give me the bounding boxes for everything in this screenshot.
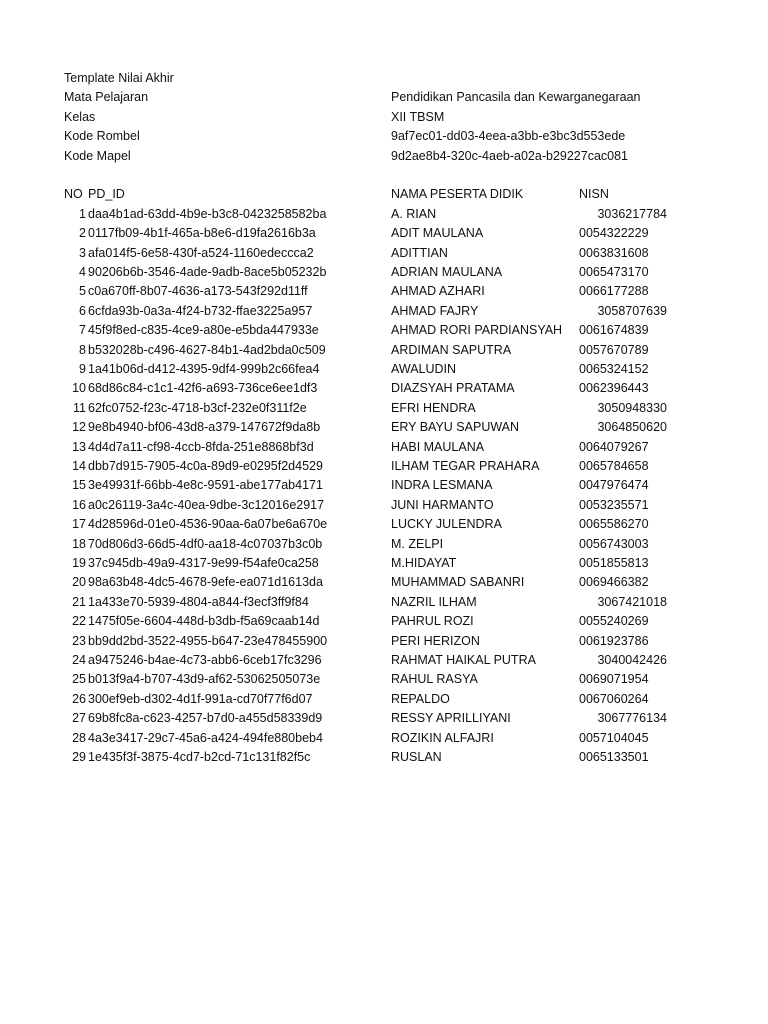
row-pd-id: daa4b1ad-63dd-4b9e-b3c8-0423258582ba bbox=[88, 206, 327, 221]
row-nama: ROZIKIN ALFAJRI bbox=[391, 730, 494, 745]
row-nisn: 0067060264 bbox=[579, 691, 649, 706]
row-nisn: 0061674839 bbox=[579, 323, 649, 338]
row-no: 5 bbox=[79, 284, 86, 299]
row-pd-id: b013f9a4-b707-43d9-af62-53062505073e bbox=[88, 672, 321, 687]
row-nama: RAHUL RASYA bbox=[391, 672, 478, 687]
table-row bbox=[0, 515, 768, 534]
row-pd-id: 1a41b06d-d412-4395-9df4-999b2c66fea4 bbox=[88, 362, 320, 376]
row-nama: LUCKY JULENDRA bbox=[391, 517, 502, 532]
row-nama: RAHMAT HAIKAL PUTRA bbox=[391, 653, 536, 667]
table-row bbox=[0, 379, 768, 398]
table-row bbox=[0, 263, 768, 282]
row-nisn: 3064850620 bbox=[597, 420, 667, 435]
row-nisn: 0047976474 bbox=[579, 478, 649, 493]
row-no: 6 bbox=[79, 303, 86, 318]
table-row bbox=[0, 476, 768, 495]
row-no: 4 bbox=[79, 265, 86, 279]
row-nisn: 0065784658 bbox=[579, 459, 649, 473]
row-nisn: 0055240269 bbox=[579, 614, 649, 629]
kodemapel-value: 9d2ae8b4-320c-4aeb-a02a-b29227cac081 bbox=[391, 148, 629, 163]
row-pd-id: 70d806d3-66d5-4df0-aa18-4c07037b3c0b bbox=[88, 536, 323, 551]
row-no: 19 bbox=[72, 556, 86, 570]
table-row bbox=[0, 224, 768, 243]
row-no: 13 bbox=[72, 439, 86, 454]
row-nisn: 0063831608 bbox=[579, 245, 649, 260]
row-pd-id: 300ef9eb-d302-4d1f-991a-cd70f77f6d07 bbox=[88, 691, 313, 706]
table-row bbox=[0, 651, 768, 670]
row-no: 25 bbox=[72, 672, 86, 687]
row-pd-id: b532028b-c496-4627-84b1-4ad2bda0c509 bbox=[88, 342, 326, 357]
mapel-label: Mata Pelajaran bbox=[64, 90, 149, 105]
rombel-value: 9af7ec01-dd03-4eea-a3bb-e3bc3d553ede bbox=[391, 129, 626, 144]
row-no: 21 bbox=[72, 594, 86, 609]
row-no: 16 bbox=[72, 497, 86, 512]
row-pd-id: dbb7d915-7905-4c0a-89d9-e0295f2d4529 bbox=[88, 459, 323, 473]
header-nisn: NISN bbox=[579, 187, 609, 202]
row-pd-id: 1e435f3f-3875-4cd7-b2cd-71c131f82f5c bbox=[88, 750, 311, 764]
row-nisn: 3067776134 bbox=[597, 711, 667, 726]
row-pd-id: afa014f5-6e58-430f-a524-1160edeccca2 bbox=[88, 245, 314, 260]
row-nama: PERI HERIZON bbox=[391, 633, 480, 648]
row-pd-id: c0a670ff-8b07-4636-a173-543f292d11ff bbox=[88, 284, 308, 299]
row-no: 29 bbox=[72, 750, 86, 764]
row-no: 24 bbox=[72, 653, 86, 667]
row-pd-id: 1475f05e-6604-448d-b3db-f5a69caab14d bbox=[88, 614, 320, 629]
kodemapel-label: Kode Mapel bbox=[64, 148, 131, 163]
row-nama: JUNI HARMANTO bbox=[391, 497, 494, 512]
row-nama: NAZRIL ILHAM bbox=[391, 594, 477, 609]
header-nama: NAMA PESERTA DIDIK bbox=[391, 187, 524, 202]
table-row bbox=[0, 205, 768, 224]
row-nama: INDRA LESMANA bbox=[391, 478, 493, 493]
row-pd-id: 0117fb09-4b1f-465a-b8e6-d19fa2616b3a bbox=[88, 226, 316, 241]
row-pd-id: 90206b6b-3546-4ade-9adb-8ace5b05232b bbox=[88, 265, 327, 279]
row-pd-id: 37c945db-49a9-4317-9e99-f54afe0ca258 bbox=[88, 556, 319, 570]
table-row bbox=[0, 573, 768, 592]
row-pd-id: bb9dd2bd-3522-4955-b647-23e478455900 bbox=[88, 633, 328, 648]
row-pd-id: 4a3e3417-29c7-45a6-a424-494fe880beb4 bbox=[88, 730, 323, 745]
row-no: 15 bbox=[72, 478, 86, 493]
row-pd-id: 6cfda93b-0a3a-4f24-b732-ffae3225a957 bbox=[88, 303, 313, 318]
row-nama: EFRI HENDRA bbox=[391, 400, 476, 415]
table-row bbox=[0, 729, 768, 748]
row-nisn: 3067421018 bbox=[597, 594, 667, 609]
table-row bbox=[0, 457, 768, 476]
row-nisn: 0066177288 bbox=[579, 284, 649, 299]
row-no: 11 bbox=[73, 400, 86, 415]
row-nama: ARDIMAN SAPUTRA bbox=[391, 342, 512, 357]
table-row bbox=[0, 535, 768, 554]
row-no: 28 bbox=[72, 730, 86, 745]
table-row bbox=[0, 593, 768, 612]
table-row bbox=[0, 341, 768, 360]
row-no: 2 bbox=[79, 226, 86, 241]
table-row bbox=[0, 418, 768, 437]
row-nisn: 0065586270 bbox=[579, 517, 649, 532]
row-nama: MUHAMMAD SABANRI bbox=[391, 575, 525, 590]
table-row bbox=[0, 282, 768, 301]
row-pd-id: 4d28596d-01e0-4536-90aa-6a07be6a670e bbox=[88, 517, 328, 532]
meta-row-mapel bbox=[0, 88, 768, 107]
table-row bbox=[0, 438, 768, 457]
row-nama: ADITTIAN bbox=[391, 245, 448, 260]
table-row bbox=[0, 302, 768, 321]
row-no: 3 bbox=[79, 245, 86, 260]
row-nisn: 0069071954 bbox=[579, 672, 649, 687]
header-no: NO bbox=[64, 187, 83, 202]
row-nisn: 0065133501 bbox=[579, 750, 649, 764]
row-nama: AHMAD AZHARI bbox=[391, 284, 485, 299]
header-pd-id: PD_ID bbox=[88, 187, 125, 202]
row-nisn: 0064079267 bbox=[579, 439, 649, 454]
row-pd-id: 4d4d7a11-cf98-4ccb-8fda-251e8868bf3d bbox=[88, 439, 314, 454]
row-nisn: 0057670789 bbox=[579, 342, 649, 357]
table-header bbox=[0, 185, 768, 204]
row-nisn: 0065473170 bbox=[579, 265, 649, 279]
row-nisn: 0056743003 bbox=[579, 536, 649, 551]
row-nama: A. RIAN bbox=[391, 206, 437, 221]
row-pd-id: 45f9f8ed-c835-4ce9-a80e-e5bda447933e bbox=[88, 323, 319, 338]
row-pd-id: 3e49931f-66bb-4e8c-9591-abe177ab4171 bbox=[88, 478, 323, 493]
row-no: 27 bbox=[72, 711, 86, 726]
row-no: 12 bbox=[72, 420, 86, 435]
row-no: 1 bbox=[79, 206, 86, 221]
row-nama: DIAZSYAH PRATAMA bbox=[391, 381, 515, 396]
doc-title: Template Nilai Akhir bbox=[64, 71, 174, 85]
row-nisn: 0069466382 bbox=[579, 575, 649, 590]
row-nama: M.HIDAYAT bbox=[391, 556, 457, 570]
row-no: 7 bbox=[79, 323, 86, 338]
row-nisn: 0057104045 bbox=[579, 730, 649, 745]
row-nama: RUSLAN bbox=[391, 750, 442, 764]
row-nisn: 3036217784 bbox=[597, 206, 667, 221]
table-row bbox=[0, 632, 768, 651]
meta-row-rombel bbox=[0, 127, 768, 146]
row-nisn: 0051855813 bbox=[579, 556, 649, 570]
row-nisn: 3040042426 bbox=[597, 653, 667, 667]
row-nama: ERY BAYU SAPUWAN bbox=[391, 420, 520, 435]
row-nama: M. ZELPI bbox=[391, 536, 444, 551]
row-nama: PAHRUL ROZI bbox=[391, 614, 474, 629]
row-no: 10 bbox=[72, 381, 86, 396]
row-nama: ILHAM TEGAR PRAHARA bbox=[391, 459, 540, 473]
row-nama: RESSY APRILLIYANI bbox=[391, 711, 511, 726]
row-nisn: 0054322229 bbox=[579, 226, 649, 241]
row-nama: REPALDO bbox=[391, 691, 450, 706]
row-nisn: 0062396443 bbox=[579, 381, 649, 396]
row-pd-id: 1a433e70-5939-4804-a844-f3ecf3ff9f84 bbox=[88, 594, 309, 609]
row-nisn: 3050948330 bbox=[597, 400, 667, 415]
row-nisn: 0053235571 bbox=[579, 497, 649, 512]
table-row bbox=[0, 748, 768, 767]
mapel-value: Pendidikan Pancasila dan Kewarganegaraan bbox=[391, 90, 641, 105]
row-pd-id: 68d86c84-c1c1-42f6-a693-736ce6ee1df3 bbox=[88, 381, 318, 396]
row-pd-id: 62fc0752-f23c-4718-b3cf-232e0f311f2e bbox=[88, 400, 307, 415]
row-nisn: 0061923786 bbox=[579, 633, 649, 648]
table-row bbox=[0, 496, 768, 515]
table-row bbox=[0, 612, 768, 631]
row-nama: ADRIAN MAULANA bbox=[391, 265, 503, 279]
row-nisn: 0065324152 bbox=[579, 362, 649, 376]
row-nisn: 3058707639 bbox=[597, 303, 667, 318]
row-nama: ADIT MAULANA bbox=[391, 226, 484, 241]
row-nama: AHMAD FAJRY bbox=[391, 303, 479, 318]
table-row bbox=[0, 244, 768, 263]
row-no: 9 bbox=[79, 362, 86, 376]
row-nama: AHMAD RORI PARDIANSYAH bbox=[391, 323, 563, 338]
row-pd-id: 69b8fc8a-c623-4257-b7d0-a455d58339d9 bbox=[88, 711, 323, 726]
table-row bbox=[0, 709, 768, 728]
row-no: 8 bbox=[79, 342, 86, 357]
kelas-label: Kelas bbox=[64, 109, 96, 124]
row-no: 18 bbox=[72, 536, 86, 551]
rombel-label: Kode Rombel bbox=[64, 129, 140, 144]
row-no: 26 bbox=[72, 691, 86, 706]
row-pd-id: 98a63b48-4dc5-4678-9efe-ea071d1613da bbox=[88, 575, 323, 590]
table-row bbox=[0, 360, 768, 379]
table-row bbox=[0, 321, 768, 340]
row-pd-id: 9e8b4940-bf06-43d8-a379-147672f9da8b bbox=[88, 420, 321, 435]
row-nama: HABI MAULANA bbox=[391, 439, 485, 454]
doc-title-row bbox=[0, 69, 768, 88]
row-no: 22 bbox=[72, 614, 86, 629]
row-pd-id: a9475246-b4ae-4c73-abb6-6ceb17fc3296 bbox=[88, 653, 322, 667]
row-no: 23 bbox=[72, 633, 86, 648]
table-row bbox=[0, 554, 768, 573]
kelas-value: XII TBSM bbox=[391, 109, 445, 124]
table-row bbox=[0, 690, 768, 709]
table-row bbox=[0, 670, 768, 689]
row-nama: AWALUDIN bbox=[391, 362, 457, 376]
row-no: 17 bbox=[72, 517, 86, 532]
row-no: 20 bbox=[72, 575, 86, 590]
row-no: 14 bbox=[72, 459, 86, 473]
meta-row-kelas bbox=[0, 108, 768, 127]
row-pd-id: a0c26119-3a4c-40ea-9dbe-3c12016e2917 bbox=[88, 497, 325, 512]
table-row bbox=[0, 399, 768, 418]
meta-row-kodemapel bbox=[0, 147, 768, 166]
